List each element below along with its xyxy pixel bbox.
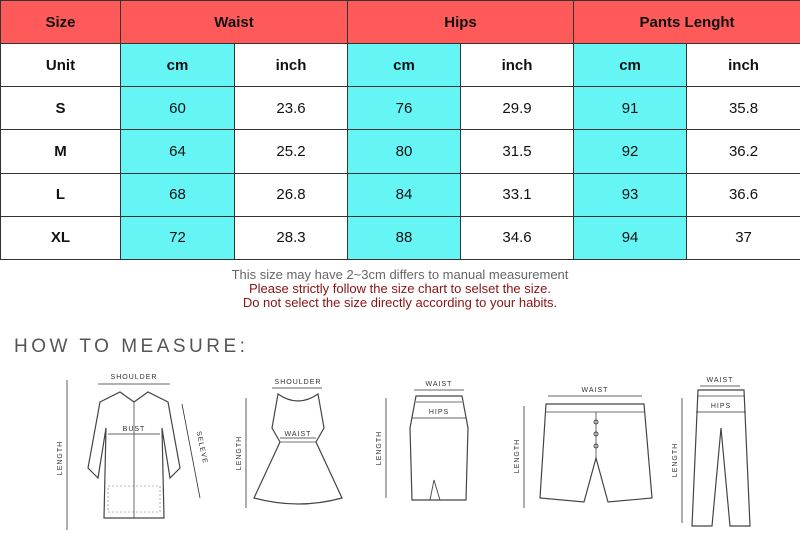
dress-illustration — [232, 368, 352, 538]
dress-measure-figure — [232, 368, 352, 538]
table-cell: 92 — [574, 130, 687, 173]
skirt-length-label: LENGTH — [376, 430, 383, 466]
jacket-sleeve-label: SELEVE — [194, 430, 209, 465]
table-cell: 23.6 — [235, 87, 348, 130]
jacket-bust-label: BUST — [122, 426, 146, 433]
table-cell: 35.8 — [687, 87, 800, 130]
table-cell: 94 — [574, 216, 687, 259]
table-row — [1, 87, 800, 130]
note-tolerance: This size may have 2~3cm differs to manual measurement — [231, 267, 569, 282]
table-header-row — [1, 1, 800, 44]
dress-length-label: LENGTH — [236, 435, 243, 471]
header-pants-length: Pants Lenght — [574, 1, 800, 44]
table-cell: 25.2 — [235, 130, 348, 173]
shorts-illustration — [512, 368, 662, 538]
table-cell: 36.2 — [687, 130, 800, 173]
table-cell: 26.8 — [235, 173, 348, 216]
skirt-hips-label: HIPS — [428, 409, 450, 416]
dress-waist-label: WAIST — [284, 431, 312, 438]
size-label: L — [1, 173, 121, 216]
table-cell: 34.6 — [461, 216, 574, 259]
skirt-measure-figure — [374, 368, 484, 538]
header-size: Size — [1, 1, 121, 44]
unit-inch: inch — [687, 44, 800, 87]
shorts-length-label: LENGTH — [514, 438, 521, 474]
size-label: M — [1, 130, 121, 173]
table-cell: 68 — [121, 173, 235, 216]
table-cell: 93 — [574, 173, 687, 216]
pants-waist-label: WAIST — [706, 377, 734, 384]
skirt-waist-label: WAIST — [425, 381, 453, 388]
dress-shoulder-label: SHOULDER — [274, 379, 322, 386]
note-follow-chart: Please strictly follow the size chart to selset the size. — [248, 281, 551, 296]
size-notes — [0, 268, 800, 310]
jacket-shoulder-label: SHOULDER — [110, 374, 158, 381]
skirt-illustration — [374, 368, 484, 538]
table-cell: 33.1 — [461, 173, 574, 216]
table-cell: 84 — [348, 173, 461, 216]
table-cell: 28.3 — [235, 216, 348, 259]
note-habits: Do not select the size directly according to your habits. — [242, 295, 558, 310]
table-cell: 91 — [574, 87, 687, 130]
pants-length-label: LENGTH — [672, 442, 679, 478]
table-row — [1, 216, 800, 259]
table-cell: 64 — [121, 130, 235, 173]
unit-row — [1, 44, 800, 87]
header-waist: Waist — [121, 1, 348, 44]
unit-label: Unit — [1, 44, 121, 87]
table-cell: 88 — [348, 216, 461, 259]
table-cell: 31.5 — [461, 130, 574, 173]
size-chart-table — [0, 0, 800, 260]
table-cell: 36.6 — [687, 173, 800, 216]
table-row — [1, 173, 800, 216]
how-to-measure-heading: HOW TO MEASURE: — [14, 336, 249, 357]
table-cell: 72 — [121, 216, 235, 259]
size-label: XL — [1, 216, 121, 259]
unit-cm: cm — [121, 44, 235, 87]
table-row — [1, 130, 800, 173]
jacket-length-label: LENGTH — [57, 440, 64, 476]
size-label: S — [1, 87, 121, 130]
table-cell: 76 — [348, 87, 461, 130]
unit-inch: inch — [235, 44, 348, 87]
table-cell: 29.9 — [461, 87, 574, 130]
shorts-waist-label: WAIST — [581, 387, 609, 394]
shorts-measure-figure — [512, 368, 662, 538]
jacket-measure-figure — [50, 368, 210, 538]
table-cell: 80 — [348, 130, 461, 173]
unit-cm: cm — [574, 44, 687, 87]
unit-inch: inch — [461, 44, 574, 87]
pants-measure-figure — [670, 368, 790, 538]
table-cell: 37 — [687, 216, 800, 259]
jacket-illustration — [50, 368, 210, 538]
header-hips: Hips — [348, 1, 574, 44]
pants-illustration — [670, 368, 790, 538]
unit-cm: cm — [348, 44, 461, 87]
table-cell: 60 — [121, 87, 235, 130]
pants-hips-label: HIPS — [710, 403, 732, 410]
